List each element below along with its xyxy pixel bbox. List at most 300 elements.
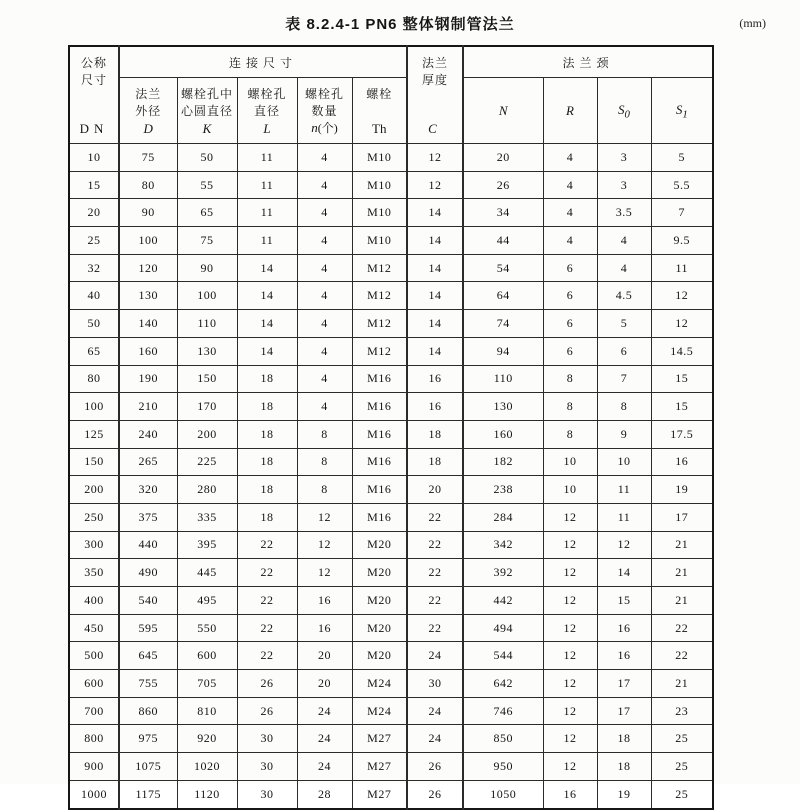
cell-neck-r: 8 [543,393,597,421]
cell-dn: 500 [69,642,119,670]
col-header-bolt-circle-stack [178,78,237,143]
cell-n: 4 [297,310,352,338]
col-header-outer-diameter-line2: 外径 [135,104,162,118]
cell-neck-s0: 17 [597,670,651,698]
cell-k: 920 [177,725,237,753]
cell-neck-s0: 7 [597,365,651,393]
cell-neck-r: 6 [543,337,597,365]
group-header-neck: 法兰颈 [463,46,713,78]
cell-d: 975 [119,725,177,753]
cell-neck-n: 26 [463,171,543,199]
cell-th: M27 [352,753,407,781]
cell-th: M20 [352,642,407,670]
cell-dn: 15 [69,171,119,199]
cell-n: 16 [297,614,352,642]
cell-neck-r: 6 [543,282,597,310]
cell-neck-n: 1050 [463,780,543,808]
cell-c: 24 [407,725,463,753]
cell-neck-s1: 21 [651,587,713,615]
cell-neck-s0: 10 [597,448,651,476]
cell-th: M12 [352,254,407,282]
cell-neck-s1: 16 [651,448,713,476]
cell-neck-r: 4 [543,144,597,172]
flange-dimension-table [68,45,714,810]
cell-d: 755 [119,670,177,698]
cell-th: M20 [352,559,407,587]
cell-l: 11 [237,199,297,227]
cell-k: 75 [177,227,237,255]
col-header-thickness-line1: 法兰 [422,56,449,70]
cell-l: 30 [237,725,297,753]
cell-k: 110 [177,310,237,338]
table-row [69,614,713,642]
cell-neck-n: 284 [463,503,543,531]
col-header-thickness-line2: 厚度 [422,73,449,87]
cell-l: 14 [237,254,297,282]
cell-neck-n: 34 [463,199,543,227]
cell-neck-r: 12 [543,725,597,753]
col-header-bolt-hole-diameter-line1: 螺栓孔 [247,87,287,101]
cell-k: 445 [177,559,237,587]
cell-k: 65 [177,199,237,227]
cell-neck-s0: 19 [597,780,651,808]
cell-neck-n: 494 [463,614,543,642]
cell-neck-s0: 3 [597,144,651,172]
table-row [69,282,713,310]
cell-th: M10 [352,227,407,255]
cell-l: 18 [237,503,297,531]
cell-n: 8 [297,448,352,476]
cell-neck-s1: 5 [651,144,713,172]
cell-neck-s1: 25 [651,725,713,753]
col-header-dn-symbol: DN [79,121,109,136]
neck-s1-letter: S [675,101,683,117]
table-header [69,46,713,144]
cell-neck-s0: 16 [597,642,651,670]
cell-l: 18 [237,393,297,421]
cell-dn: 125 [69,420,119,448]
cell-neck-s1: 21 [651,559,713,587]
cell-d: 80 [119,171,177,199]
col-header-thickness [407,46,463,144]
cell-c: 12 [407,144,463,172]
cell-d: 210 [119,393,177,421]
cell-c: 12 [407,171,463,199]
col-header-bolt-circle-line1: 螺栓孔中 [180,87,233,101]
table-row [69,503,713,531]
col-header-bolt-hole-diameter-symbol: L [263,121,271,136]
cell-neck-s0: 14 [597,559,651,587]
table-row [69,559,713,587]
cell-l: 18 [237,420,297,448]
cell-dn: 700 [69,697,119,725]
cell-n: 4 [297,227,352,255]
cell-d: 1175 [119,780,177,808]
col-header-bolt-circle [177,78,237,144]
cell-d: 540 [119,587,177,615]
cell-k: 705 [177,670,237,698]
cell-l: 18 [237,448,297,476]
cell-n: 4 [297,144,352,172]
col-header-bolt-circle-line2: 心圆直径 [180,104,233,118]
cell-th: M12 [352,310,407,338]
col-header-neck-n [463,78,543,144]
cell-neck-r: 4 [543,199,597,227]
cell-l: 14 [237,310,297,338]
col-header-bolt-hole-diameter-stack [238,78,297,143]
cell-dn: 10 [69,144,119,172]
cell-n: 4 [297,365,352,393]
cell-d: 160 [119,337,177,365]
cell-c: 24 [407,697,463,725]
cell-neck-s0: 9 [597,420,651,448]
cell-l: 30 [237,780,297,808]
table-row [69,365,713,393]
cell-neck-s0: 3.5 [597,199,651,227]
cell-d: 320 [119,476,177,504]
cell-neck-s1: 25 [651,753,713,781]
cell-neck-r: 6 [543,254,597,282]
cell-k: 170 [177,393,237,421]
cell-d: 1075 [119,753,177,781]
cell-dn: 50 [69,310,119,338]
cell-k: 550 [177,614,237,642]
cell-neck-s1: 14.5 [651,337,713,365]
neck-s0-letter: S [618,101,625,117]
cell-n: 20 [297,670,352,698]
cell-neck-r: 12 [543,753,597,781]
cell-n: 4 [297,337,352,365]
cell-neck-s1: 9.5 [651,227,713,255]
cell-neck-n: 130 [463,393,543,421]
table-row [69,670,713,698]
col-header-bolt-circle-symbol: K [202,121,212,136]
cell-k: 200 [177,420,237,448]
cell-th: M16 [352,476,407,504]
bolt-count-suffix: (个) [317,121,338,135]
cell-dn: 40 [69,282,119,310]
cell-k: 395 [177,531,237,559]
cell-k: 495 [177,587,237,615]
cell-neck-r: 8 [543,365,597,393]
cell-neck-s0: 8 [597,393,651,421]
cell-c: 14 [407,227,463,255]
cell-c: 22 [407,614,463,642]
cell-c: 22 [407,531,463,559]
cell-l: 22 [237,559,297,587]
cell-n: 16 [297,587,352,615]
table-row [69,420,713,448]
cell-dn: 1000 [69,780,119,808]
cell-neck-r: 12 [543,697,597,725]
table-row [69,227,713,255]
cell-l: 11 [237,171,297,199]
col-header-outer-diameter [119,78,177,144]
cell-c: 26 [407,753,463,781]
cell-neck-r: 8 [543,420,597,448]
cell-neck-s0: 11 [597,476,651,504]
cell-l: 11 [237,227,297,255]
cell-th: M16 [352,448,407,476]
cell-d: 90 [119,199,177,227]
cell-n: 24 [297,725,352,753]
cell-neck-n: 110 [463,365,543,393]
cell-neck-s1: 12 [651,282,713,310]
cell-d: 375 [119,503,177,531]
header-sub-row [69,78,713,144]
cell-dn: 65 [69,337,119,365]
cell-neck-r: 10 [543,476,597,504]
cell-neck-n: 238 [463,476,543,504]
cell-neck-s1: 21 [651,670,713,698]
cell-l: 30 [237,753,297,781]
cell-n: 28 [297,780,352,808]
table-row [69,144,713,172]
cell-n: 24 [297,753,352,781]
cell-c: 14 [407,254,463,282]
cell-neck-r: 10 [543,448,597,476]
cell-k: 1020 [177,753,237,781]
cell-n: 8 [297,420,352,448]
cell-c: 22 [407,559,463,587]
cell-l: 11 [237,144,297,172]
cell-dn: 450 [69,614,119,642]
table-row [69,587,713,615]
cell-th: M20 [352,587,407,615]
col-header-bolt-thread-stack [353,78,407,143]
cell-d: 190 [119,365,177,393]
cell-dn: 300 [69,531,119,559]
cell-neck-s1: 19 [651,476,713,504]
cell-k: 1120 [177,780,237,808]
table-row [69,642,713,670]
table-row [69,310,713,338]
cell-k: 335 [177,503,237,531]
cell-d: 860 [119,697,177,725]
cell-neck-s1: 17 [651,503,713,531]
cell-neck-s0: 12 [597,531,651,559]
cell-th: M16 [352,365,407,393]
cell-neck-s0: 15 [597,587,651,615]
cell-neck-r: 12 [543,587,597,615]
cell-n: 20 [297,642,352,670]
col-header-dn-line2: 尺寸 [80,73,107,87]
table-row [69,393,713,421]
cell-neck-n: 850 [463,725,543,753]
cell-d: 75 [119,144,177,172]
cell-th: M27 [352,725,407,753]
cell-th: M24 [352,697,407,725]
cell-neck-r: 4 [543,171,597,199]
cell-neck-n: 182 [463,448,543,476]
cell-neck-s0: 3 [597,171,651,199]
cell-neck-s0: 4 [597,254,651,282]
cell-k: 50 [177,144,237,172]
cell-k: 225 [177,448,237,476]
col-header-neck-n-symbol: N [498,102,508,118]
cell-k: 280 [177,476,237,504]
cell-neck-s0: 18 [597,753,651,781]
col-header-bolt-count-symbol [311,120,338,136]
cell-th: M16 [352,420,407,448]
table-row [69,171,713,199]
cell-th: M27 [352,780,407,808]
cell-th: M20 [352,614,407,642]
cell-l: 14 [237,337,297,365]
cell-l: 26 [237,697,297,725]
cell-dn: 400 [69,587,119,615]
cell-dn: 200 [69,476,119,504]
bolt-count-n: n [311,120,318,135]
col-header-neck-r-symbol: R [566,102,574,118]
cell-dn: 100 [69,393,119,421]
cell-neck-s0: 11 [597,503,651,531]
cell-c: 30 [407,670,463,698]
cell-neck-s1: 15 [651,365,713,393]
cell-d: 240 [119,420,177,448]
cell-th: M16 [352,503,407,531]
cell-neck-s1: 5.5 [651,171,713,199]
cell-neck-s1: 15 [651,393,713,421]
cell-l: 22 [237,587,297,615]
cell-neck-n: 950 [463,753,543,781]
cell-c: 18 [407,448,463,476]
col-header-bolt-count [297,78,352,144]
cell-neck-s1: 25 [651,780,713,808]
cell-n: 8 [297,476,352,504]
cell-neck-r: 12 [543,614,597,642]
cell-k: 100 [177,282,237,310]
cell-l: 22 [237,642,297,670]
col-header-bolt-count-line2: 数量 [311,104,338,118]
cell-neck-n: 74 [463,310,543,338]
col-header-thickness-stack [408,47,462,143]
cell-dn: 250 [69,503,119,531]
col-header-outer-diameter-stack [120,78,177,143]
cell-n: 4 [297,254,352,282]
cell-th: M12 [352,337,407,365]
cell-neck-r: 12 [543,531,597,559]
cell-n: 4 [297,171,352,199]
cell-neck-n: 392 [463,559,543,587]
table-row [69,448,713,476]
cell-l: 22 [237,531,297,559]
cell-dn: 800 [69,725,119,753]
cell-d: 265 [119,448,177,476]
col-header-bolt-hole-diameter-line2: 直径 [253,104,280,118]
cell-dn: 150 [69,448,119,476]
cell-k: 55 [177,171,237,199]
cell-k: 130 [177,337,237,365]
col-header-neck-r [543,78,597,144]
cell-neck-n: 64 [463,282,543,310]
col-header-bolt-count-stack [298,78,352,143]
cell-d: 490 [119,559,177,587]
cell-neck-n: 160 [463,420,543,448]
cell-k: 150 [177,365,237,393]
cell-dn: 32 [69,254,119,282]
cell-n: 4 [297,393,352,421]
cell-l: 26 [237,670,297,698]
group-header-connection: 连接尺寸 [119,46,407,78]
cell-neck-n: 94 [463,337,543,365]
cell-th: M10 [352,199,407,227]
cell-neck-r: 12 [543,559,597,587]
table-row [69,780,713,808]
cell-neck-n: 442 [463,587,543,615]
cell-c: 14 [407,282,463,310]
cell-neck-s1: 21 [651,531,713,559]
col-header-dn-line1: 公称 [80,56,107,70]
col-header-bolt-thread-line1: 螺栓 [366,87,393,101]
cell-c: 16 [407,365,463,393]
col-header-thickness-symbol: C [428,121,442,136]
cell-d: 140 [119,310,177,338]
cell-n: 4 [297,282,352,310]
cell-dn: 80 [69,365,119,393]
cell-neck-n: 544 [463,642,543,670]
cell-neck-s0: 5 [597,310,651,338]
cell-l: 18 [237,365,297,393]
col-header-outer-diameter-symbol: D [143,121,153,136]
cell-dn: 25 [69,227,119,255]
neck-s0-subscript: 0 [624,108,630,121]
col-header-neck-s0-symbol [618,101,630,121]
cell-neck-n: 642 [463,670,543,698]
cell-neck-s0: 4.5 [597,282,651,310]
cell-neck-r: 4 [543,227,597,255]
table-row [69,725,713,753]
cell-c: 14 [407,310,463,338]
cell-neck-s1: 17.5 [651,420,713,448]
col-header-bolt-thread [352,78,407,144]
cell-neck-r: 16 [543,780,597,808]
cell-d: 130 [119,282,177,310]
cell-neck-s1: 22 [651,614,713,642]
cell-dn: 350 [69,559,119,587]
cell-neck-n: 746 [463,697,543,725]
cell-c: 26 [407,780,463,808]
cell-th: M10 [352,144,407,172]
table-row [69,254,713,282]
cell-neck-s1: 23 [651,697,713,725]
cell-neck-r: 12 [543,642,597,670]
col-header-bolt-count-line1: 螺栓孔 [304,87,344,101]
col-header-dn [69,46,119,144]
cell-c: 16 [407,393,463,421]
cell-neck-s1: 11 [651,254,713,282]
cell-neck-s1: 7 [651,199,713,227]
cell-c: 24 [407,642,463,670]
col-header-neck-s1 [651,78,713,144]
table-body [69,144,713,809]
cell-c: 18 [407,420,463,448]
col-header-dn-stack [70,47,118,143]
cell-neck-s0: 6 [597,337,651,365]
table-row [69,337,713,365]
cell-neck-s0: 4 [597,227,651,255]
cell-th: M20 [352,531,407,559]
cell-th: M12 [352,282,407,310]
cell-th: M10 [352,171,407,199]
cell-d: 595 [119,614,177,642]
cell-c: 20 [407,476,463,504]
cell-d: 440 [119,531,177,559]
cell-l: 14 [237,282,297,310]
col-header-bolt-thread-symbol: Th [372,121,387,136]
unit-label: (mm) [739,16,766,30]
cell-neck-s1: 12 [651,310,713,338]
